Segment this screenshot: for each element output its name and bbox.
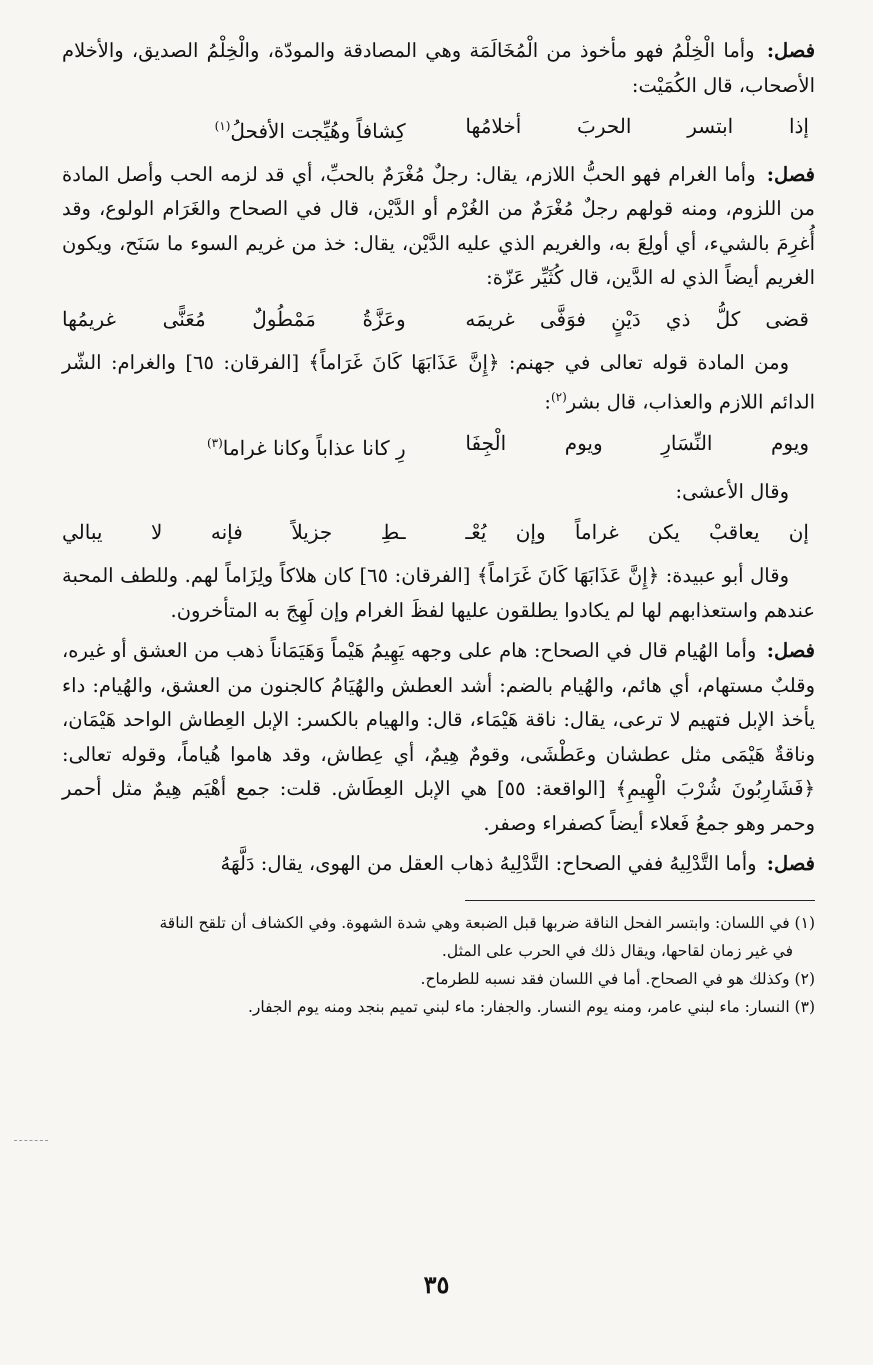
section-lead: فصل: xyxy=(766,162,815,186)
verse-kuthayyir xyxy=(62,302,815,336)
paragraph-gharam xyxy=(62,158,815,296)
section-lead: فصل: xyxy=(766,39,816,62)
verse-asha xyxy=(62,515,815,549)
paragraph-text: وقال الأعشى: xyxy=(675,479,789,503)
verse-bishr xyxy=(62,426,815,465)
verse-hemistich-first: قضى كلُّ ذي دَيْنٍ فوَفَّى غريمَه xyxy=(465,306,809,331)
verse-hemistich-second: ـطِ جزيلاً فإنه لا يبالي xyxy=(62,520,406,545)
verse-hemistich-first: إن يعاقبْ يكن غراماً وإن يُعْـ xyxy=(465,520,809,545)
section-lead: فصل: xyxy=(766,852,815,876)
paragraph-text: وأما التَّدْلِيهُ ففي الصحاح: التَّدْلِيهُ ذهاب العقل من الهوى، يقال: دَلَّهَهُ xyxy=(220,852,757,876)
verse-hemistich-second xyxy=(62,426,406,465)
verse-text: كِشافاً وهُيِّجت الأفحلُ xyxy=(230,118,406,143)
paragraph-text: ومن المادة قوله تعالى في جهنم: ﴿إِنَّ عَذَابَهَا كَانَ غَرَاماً﴾ [الفرقان: ٦٥] والغرام: الشّر الدائم اللازم والعذاب، قال بشر xyxy=(62,350,815,414)
paragraph-abu-ubayda xyxy=(62,559,815,628)
margin-mark xyxy=(14,1140,48,1142)
verse-hemistich-second xyxy=(62,109,406,148)
footnote-2: (٢) وكذلك هو في الصحاح. أما في اللسان فقد نسبه للطرماح. xyxy=(420,969,815,988)
footnote-3: (٣) النسار: ماء لبني عامر، ومنه يوم النسار. والجفار: ماء لبني تميم بنجد ومنه يوم الجفار. xyxy=(247,997,815,1016)
section-lead: فصل: xyxy=(766,639,815,663)
paragraph-text: وأما الهُيام قال في الصحاح: هام على وجهه يَهِيمُ هَيْماً وَهَيَمَاناً ذهب من العشق أو غيره، وقلبٌ مستهام، أي هائم، والهُيام بالضم: أشد العطش والهُيَامُ كالجنون من العشق، والهُيام: داء يأخذ الإبل فتهيم لا ترعى، يقال: ناقة هَيْمَاء، قال: والهيام بالكسر: الإبل العِطاش الواحد هَيْمَان، وناقةٌ هَيْمَى مثل عطشان وعَطْشَى، وقومٌ هِيمٌ، أي عِطاش، وقد هاموا هُياماً، وقوله تعالى: ﴿فَشَارِبُونَ شُرْبَ الْهِيمِ﴾ [الواقعة: ٥٥] هي الإبل العِطَاش. قلت: جمع أهْيَم هِيمٌ مثل أحمر وحمر وهو جمعُ فَعلاء أيضاً كصفراء وصفر. xyxy=(62,639,815,835)
paragraph-tail: : xyxy=(544,390,551,414)
paragraph-gharam-quran xyxy=(62,346,815,421)
verse-hemistich-first: ويوم النِّسَارِ ويوم الْجِفَا xyxy=(465,431,809,456)
paragraph-khilm xyxy=(62,34,815,103)
footnote-divider xyxy=(465,900,815,901)
footnote-ref: (٣) xyxy=(206,436,223,451)
footnote-1: (١) في اللسان: وابتسر الفحل الناقة ضربها قبل الضبعة وهي شدة الشهوة. وفي الكشاف أن تلقح الناقة xyxy=(159,913,815,932)
verse-text: رِ كانا عذاباً وكانا غراما xyxy=(222,435,406,460)
paragraph-text: وأما الغرام فهو الحبُّ اللازم، يقال: رجلٌ مُغْرَمٌ بالحبِّ، أي قد لزمه الحب وأصل المادة من اللزوم، ومنه قولهم رجلٌ مُغْرَمٌ من الغُرْم أو الدَّيْن، قال في الصحاح والغَرَام الولوع، وقد أُغرِمَ بالشيء، أي أولِعَ به، والغريم الذي عليه الدَّيْن، يقال: خذ من غريم السوء ما سَنَح، ويكون الغريم أيضاً الذي له الدَّين، قال كُثَيِّر عَزّة: xyxy=(62,162,815,290)
footnote-ref: (١) xyxy=(214,119,231,133)
paragraph-asha-intro xyxy=(62,475,815,510)
paragraph-text: وقال أبو عبيدة: ﴿إِنَّ عَذَابَهَا كَانَ غَرَاماً﴾ [الفرقان: ٦٥] كان هلاكاً ولِزَاماً لهم. وللطف المحبة عندهم واستعذابهم لها لم يكادوا يطلقون عليها لفظَ الغرام وإن لَهِجَ به المتأخرون. xyxy=(62,564,815,622)
paragraph-huyam xyxy=(62,634,815,841)
verse-hemistich-second: وعَزَّةُ مَمْطُولٌ مُعَنًّى غريمُها xyxy=(62,306,406,331)
paragraph-text: وأما الْخِلْمُ فهو مأخوذ من الْمُخَالَمَة وهي المصادقة والمودّة، والْخِلْمُ الصديق، والأخلام الأصحاب، قال الكُمَيْت: xyxy=(62,39,815,97)
footnote-ref: (٢) xyxy=(550,390,567,405)
verse-kumayt xyxy=(62,109,815,148)
verse-hemistich-first: إذا ابتسر الحربَ أخلامُها xyxy=(465,114,809,138)
paragraph-tadlih xyxy=(62,847,815,882)
footnote-1-continued: في غير زمان لقاحها، ويقال ذلك في الحرب على المثل. xyxy=(441,941,793,960)
page-number: ٣٥ xyxy=(423,1270,450,1299)
